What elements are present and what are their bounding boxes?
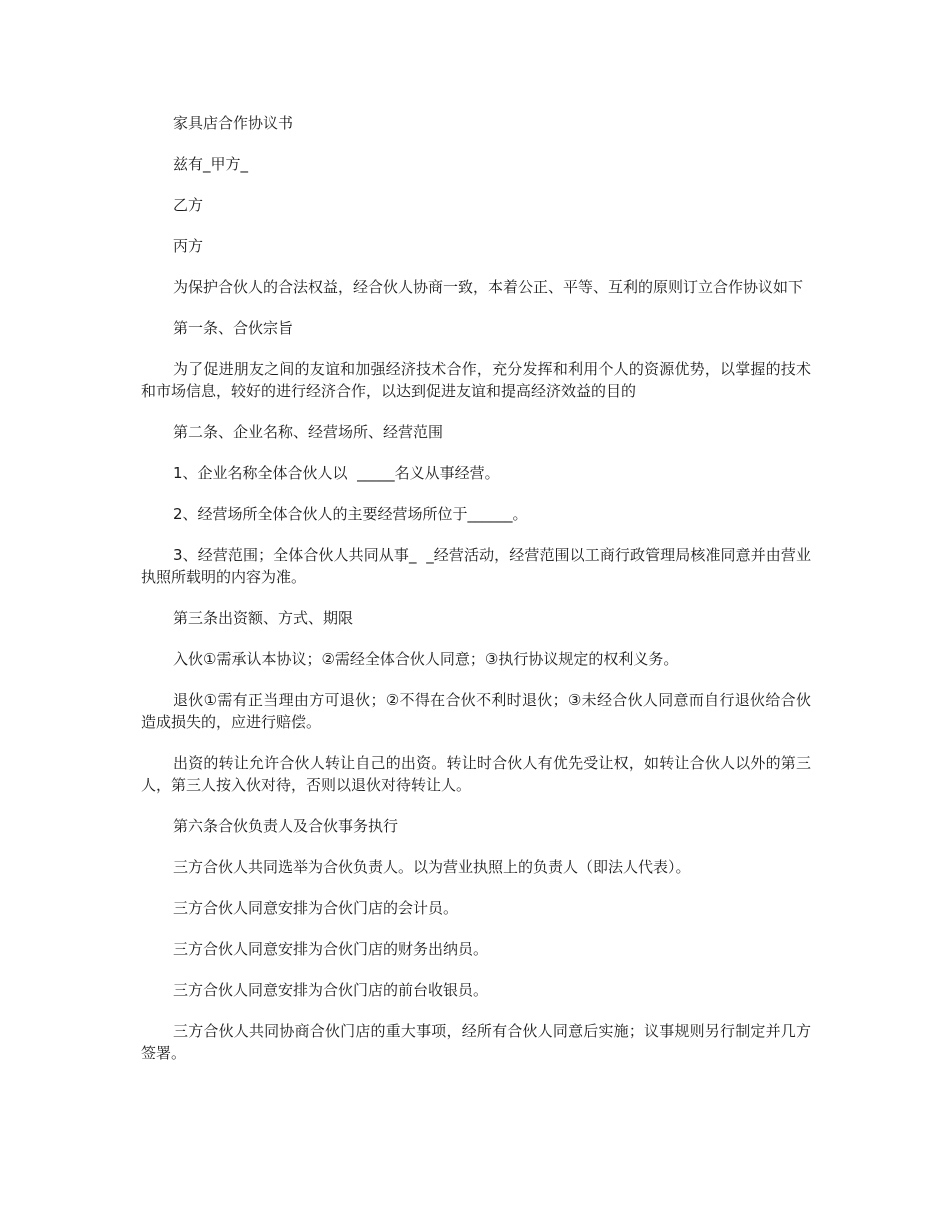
withdrawal-clause: 退伙①需有正当理由方可退伙；②不得在合伙不利时退伙；③未经合伙人同意而自行退伙给合伙造成损失的，应进行赔偿。 (141, 691, 811, 731)
transfer-clause: 出资的转让允许合伙人转让自己的出资。转让时合伙人有优先受让权，如转让合伙人以外的第三人，第三人按入伙对待，否则以退伙对待转让人。 (141, 754, 811, 794)
article-6-item-2: 三方合伙人同意安排为合伙门店的会计员。 (173, 899, 459, 917)
party-c-line: 丙方 (173, 237, 204, 255)
party-a-line: 兹有_甲方_ (173, 155, 249, 173)
article-2-heading: 第二条、企业名称、经营场所、经营范围 (173, 423, 444, 441)
article-3-heading: 第三条出资额、方式、期限 (173, 609, 354, 627)
document-title: 家具店合作协议书 (173, 114, 294, 132)
article-2-item-3: 3、经营范围；全体合伙人共同从事_ _经营活动，经营范围以工商行政管理局核准同意并由营业执照所载明的内容为准。 (141, 546, 811, 586)
article-2-item-2: 2、经营场所全体合伙人的主要经营场所位于______。 (173, 505, 528, 523)
article-1-body: 为了促进朋友之间的友谊和加强经济技术合作，充分发挥和利用个人的资源优势，以掌握的技术和市场信息，较好的进行经济合作，以达到促进友谊和提高经济效益的目的 (141, 360, 811, 400)
article-6-item-3: 三方合伙人同意安排为合伙门店的财务出纳员。 (173, 940, 489, 958)
document-body (141, 112, 811, 1083)
article-6-heading: 第六条合伙负责人及合伙事务执行 (173, 817, 399, 835)
article-6-item-1: 三方合伙人共同选举为合伙负责人。以为营业执照上的负责人（即法人代表）。 (173, 858, 691, 876)
preamble-paragraph: 为保护合伙人的合法权益，经合伙人协商一致，本着公正、平等、互利的原则订立合作协议如下 (173, 278, 804, 296)
article-6-item-5: 三方合伙人共同协商合伙门店的重大事项，经所有合伙人同意后实施；议事规则另行制定并几方签署。 (141, 1022, 811, 1062)
article-2-item-1: 1、企业名称全体合伙人以 _____名义从事经营。 (173, 464, 500, 482)
article-1-heading: 第一条、合伙宗旨 (173, 319, 294, 337)
party-b-line: 乙方 (173, 196, 204, 214)
joining-clause: 入伙①需承认本协议；②需经全体合伙人同意；③执行协议规定的权利义务。 (173, 650, 679, 668)
article-6-item-4: 三方合伙人同意安排为合伙门店的前台收银员。 (173, 981, 489, 999)
